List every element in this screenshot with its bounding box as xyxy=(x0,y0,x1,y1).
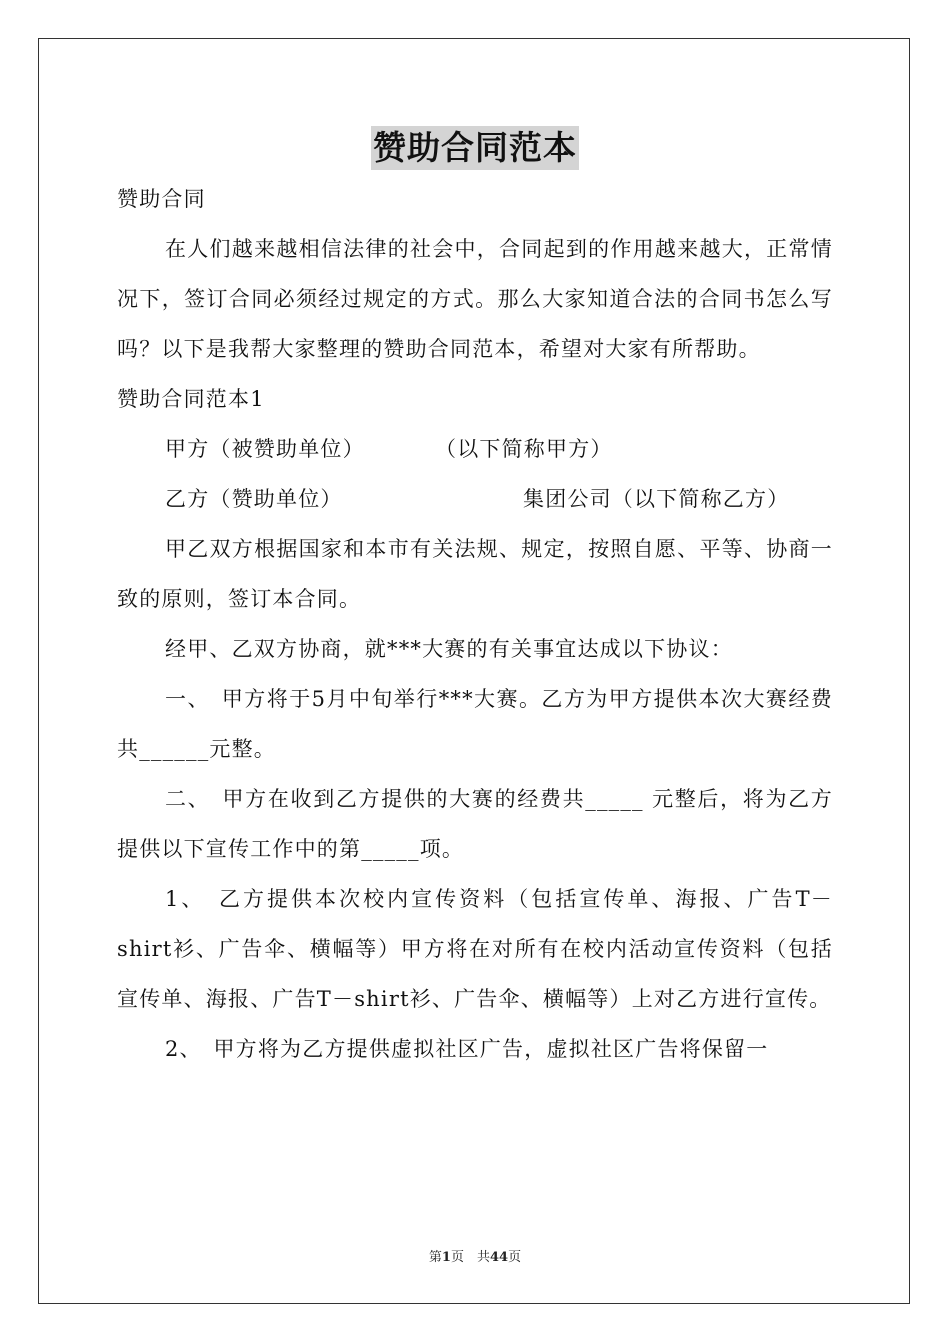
party-a-row xyxy=(117,424,833,474)
basis-paragraph: 甲乙双方根据国家和本市有关法规、规定，按照自愿、平等、协商一致的原则，签订本合同。 xyxy=(117,537,833,611)
party-b-row xyxy=(117,474,833,524)
party-b-alias: 集团公司（以下简称乙方） xyxy=(523,487,790,511)
clause-1: 一、 甲方将于5月中旬举行***大赛。乙方为甲方提供本次大赛经费共______元整。 xyxy=(117,687,833,761)
intro-paragraph: 在人们越来越相信法律的社会中，合同起到的作用越来越大，正常情况下，签订合同必须经过规定的方式。那么大家知道合法的合同书怎么写吗？以下是我帮大家整理的赞助合同范本，希望对大家有所帮助。 xyxy=(117,237,833,361)
document-body xyxy=(117,174,833,1074)
item-1: 1、 乙方提供本次校内宣传资料（包括宣传单、海报、广告T－shirt衫、广告伞、横幅等）甲方将在对所有在校内活动宣传资料（包括宣传单、海报、广告T－shirt衫、广告伞、横幅等）上对乙方进行宣传。 xyxy=(117,887,833,1011)
party-a-label: 甲方（被赞助单位） xyxy=(165,437,365,461)
title-container xyxy=(0,126,950,170)
section-title: 赞助合同范本1 xyxy=(117,387,265,411)
footer-mid: 页 共 xyxy=(450,1250,490,1265)
heading-contract: 赞助合同 xyxy=(117,187,206,211)
current-page-number: 1 xyxy=(441,1250,451,1265)
clause-2: 二、 甲方在收到乙方提供的大赛的经费共_____ 元整后，将为乙方提供以下宣传工作中的第_____项。 xyxy=(117,787,833,861)
agreement-paragraph: 经甲、乙双方协商，就***大赛的有关事宜达成以下协议： xyxy=(165,637,733,661)
footer-suffix: 页 xyxy=(508,1250,522,1265)
total-pages-number: 44 xyxy=(489,1250,509,1265)
item-2: 2、 甲方将为乙方提供虚拟社区广告，虚拟社区广告将保留一 xyxy=(165,1037,769,1061)
document-title: 赞助合同范本 xyxy=(371,126,579,170)
footer-prefix: 第 xyxy=(428,1250,442,1265)
party-b-label: 乙方（赞助单位） xyxy=(165,487,343,511)
party-a-alias: （以下简称甲方） xyxy=(435,437,613,461)
page-footer xyxy=(0,1246,950,1265)
